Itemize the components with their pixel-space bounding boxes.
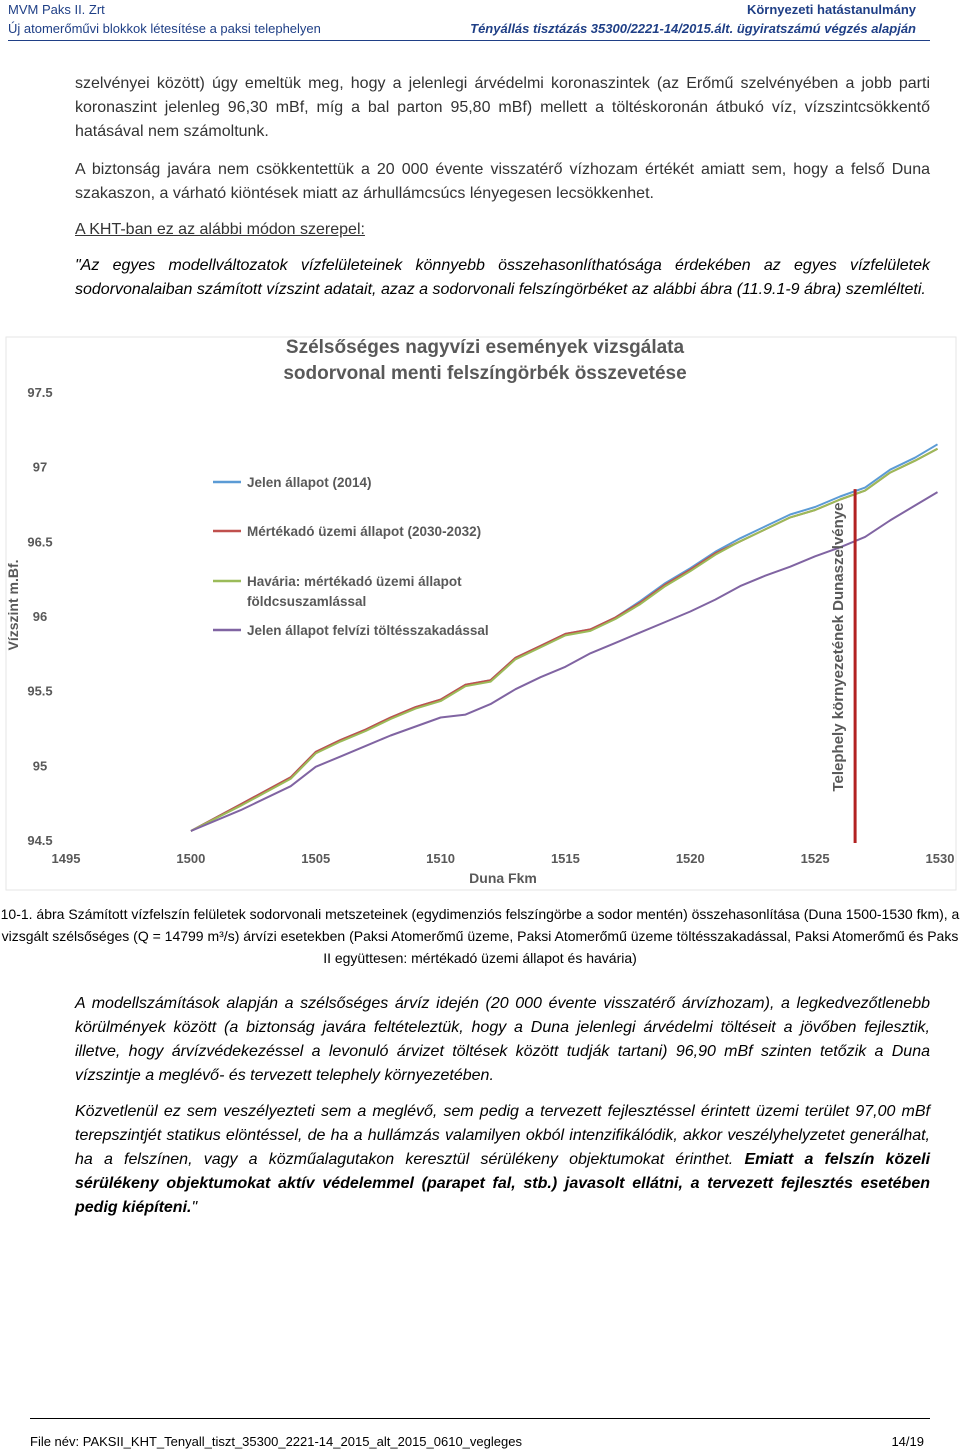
- y-tick-label: 94.5: [27, 833, 53, 848]
- chart-x-axis-label: Duna Fkm: [469, 870, 537, 886]
- y-tick-label: 96: [32, 609, 48, 624]
- legend-label: földcsuszamlással: [247, 594, 367, 609]
- site-section-marker-label: Telephely környezetének Dunaszelvénye: [830, 502, 848, 792]
- paragraph-3-text: A KHT-ban ez az alábbi módon szerepel:: [75, 221, 365, 238]
- chart-subtitle: sodorvonal menti felszíngörbék összevetése: [283, 363, 687, 384]
- legend-label: Havária: mértékadó üzemi állapot: [247, 574, 462, 589]
- paragraph-6-recommendation: Emiatt a felszín közeli sérülékeny objektumokat aktív védelemmel (parapet fal, stb.) javasolt ellátni, a tervezett fejlesztés esetében pedig kiépíteni.: [75, 1151, 931, 1216]
- paragraph-6-text: Közvetlenül ez sem veszélyezteti sem a meglévő, sem pedig a tervezett fejlesztéssel érintett üzemi terület 97,00 mBf terepszintjét statikus elöntéssel, de ha a hullámzás valamilyen okból intenzifikálódik, akkor veszélyhelyzetet generálhat, ha a felszínen, vagy a közműalagutakon keresztül sérülékeny objektumokat érinthet.: [75, 1103, 930, 1168]
- y-tick-label: 97: [32, 459, 48, 475]
- quote-paragraph: "Az egyes modellváltozatok vízfelületeinek könnyebb összehasonlíthatósága érdekében az egyes vízfelületek sodorvonalaiban számított vízszint adatait, azaz a sodorvonali felszíngörbéket az alábbi ábra (11.9.1-9 ábra) szemlélteti.: [75, 257, 930, 298]
- chart-y-axis-label: Vízszint m.Bf.: [5, 559, 21, 651]
- chart-title: Szélsőséges nagyvízi események vizsgálata: [285, 337, 685, 358]
- chart-frame: [6, 337, 956, 890]
- x-tick-label: 1530: [925, 851, 955, 866]
- figure-caption: 10-1. ábra Számított vízfelszín felületek sodorvonali metszeteinek (egydimenziós felszíngörbe a sodor mentén) összehasonlítása (Duna 1500-1530 fkm), a vizsgált szélsőséges (Q = 14799 m³/s) árvízi esetekben (Paksi Atomerőmű üzeme, Paksi Atomerőmű üzeme töltésszakadással, Paksi Atomerőmű és Paks II együttesen: mértékadó üzemi állapot és havária): [0, 906, 960, 966]
- header-company: MVM Paks II. Zrt: [8, 2, 105, 17]
- paragraph-5: A modellszámítások alapján a szélsőséges árvíz idején (20 000 évente visszatérő árvízhozam), a legkedvezőtlenebb körülmények között (a biztonság javára feltételeztük, hogy a Duna jelenlegi árvédelmi töltéseit a jövőben fejlesztik, illetve, hogy árvízvédekezéssel a levonuló árvizet töltések között tudják tartani) 96,90 mBf szinten tetőzik a Duna vízszintje a meglévő- és tervezett telephely környezetében.: [75, 995, 930, 1084]
- header-divider: [8, 40, 930, 41]
- y-tick-label: 97.5: [27, 385, 53, 400]
- y-tick-label: 95.5: [27, 683, 53, 699]
- paragraph-6: [75, 1100, 930, 1220]
- chart-svg: [0, 335, 960, 895]
- legend-label: Jelen állapot (2014): [247, 475, 372, 490]
- x-tick-label: 1525: [800, 851, 830, 866]
- x-tick-label: 1510: [426, 851, 456, 866]
- header-doc-ref: Tényállás tisztázás 35300/2221-14/2015.ált. ügyiratszámú végzés alapján: [470, 21, 916, 36]
- legend-label: Jelen állapot felvízi töltésszakadással: [247, 623, 489, 638]
- paragraph-1: szelvényei között) úgy emeltük meg, hogy a jelenlegi árvédelmi koronaszintek (az Erőmű szelvényében a jobb parti koronaszint jelenleg 96,30 mBf, míg a bal parton 95,80 mBf) mellett a töltéskoronán átbukó víz, vízszintcsökkentő hatásával nem számoltunk.: [75, 75, 930, 140]
- x-tick-label: 1515: [550, 851, 580, 866]
- x-tick-label: 1505: [301, 851, 331, 866]
- x-tick-label: 1500: [176, 851, 206, 866]
- paragraph-3: [75, 218, 930, 242]
- water-level-chart: [0, 335, 960, 895]
- footer-divider: [30, 1418, 930, 1419]
- page-header-right: [470, 0, 916, 38]
- legend-label: Mértékadó üzemi állapot (2030-2032): [247, 524, 482, 539]
- paragraph-6-closing-quote: ": [191, 1199, 198, 1216]
- x-tick-label: 1495: [51, 851, 81, 866]
- x-tick-label: 1520: [675, 851, 705, 866]
- y-tick-label: 95: [32, 758, 48, 774]
- footer-page-number: 14/19: [891, 1434, 924, 1449]
- header-project: Új atomerőművi blokkok létesítése a paksi telephelyen: [8, 21, 321, 36]
- paragraph-2: A biztonság javára nem csökkentettük a 20 000 évente visszatérő vízhozam értékét amiatt sem, hogy a felső Duna szakaszon, a várható kiöntések miatt az árhullámcsúcs lényegesen lecsökkenhet.: [75, 161, 930, 202]
- header-doc-type: Környezeti hatástanulmány: [746, 2, 916, 17]
- footer-filename: File név: PAKSII_KHT_Tenyall_tiszt_35300_2221-14_2015_alt_2015_0610_vegleges: [30, 1434, 522, 1449]
- page-header-left: [8, 0, 321, 38]
- y-tick-label: 96.5: [27, 534, 53, 550]
